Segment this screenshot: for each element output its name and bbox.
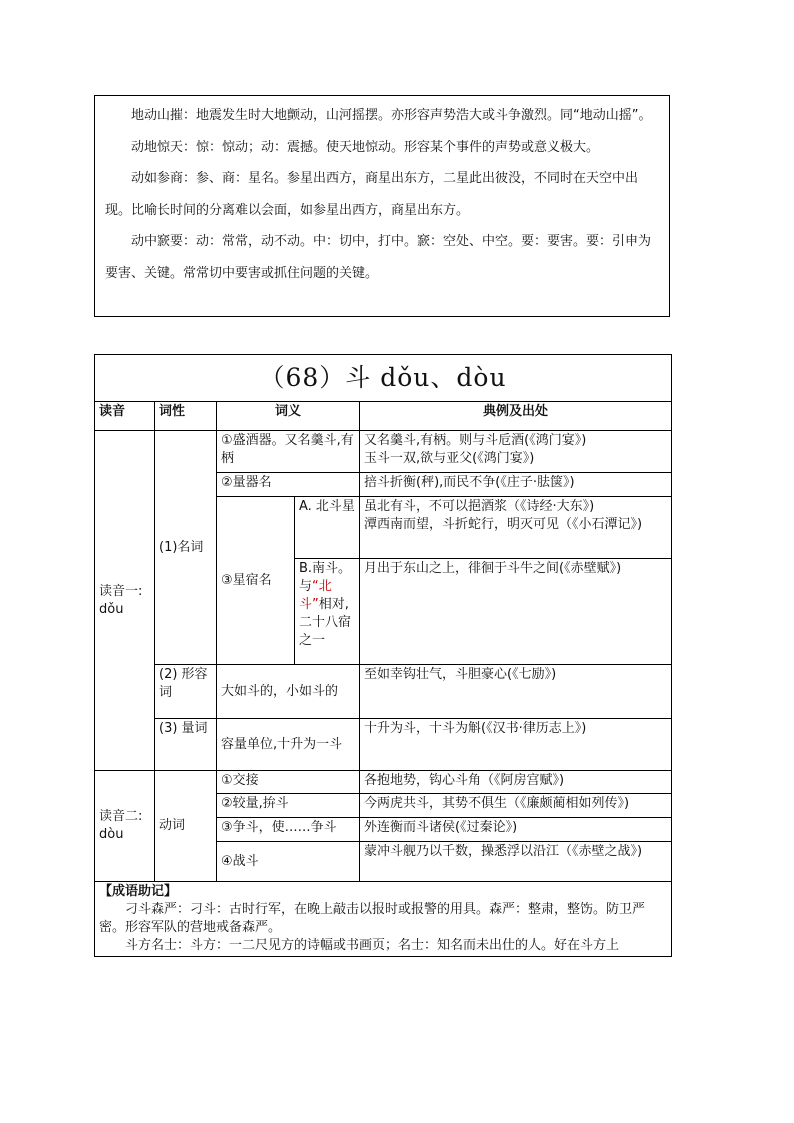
idiom-paragraph: 动如参商：参、商：星名。参星出西方，商星出东方，二星此出彼没，不同时在天空中出现。比喻长时间的分离难以会面，如参星出西方，商星出东方。 — [105, 171, 639, 218]
meaning-text: B.南斗。与 — [299, 561, 352, 594]
notes-paragraph: 刁斗森严：刁斗：古时行军，在晚上敲击以报时或报警的用具。森严：整肃，整饬。防卫严密。形容军队的营地戒备森严。 — [99, 902, 646, 935]
meaning-south-dipper — [295, 559, 360, 665]
dou-table — [94, 354, 672, 957]
example-verb-2: 今两虎共斗，其势不俱生（《廉颇蔺相如列传》) — [360, 794, 672, 818]
example-measure-vessel: 掊斗折衡(秤),而民不争(《庄子·胠箧》) — [360, 473, 672, 497]
header-example: 典例及出处 — [360, 402, 672, 431]
pos-adjective: (2) 形容词 — [155, 665, 217, 719]
meaning-verb-2: ②较量,拚斗 — [217, 794, 360, 818]
meaning-big-dipper: A. 北斗星 — [295, 497, 360, 559]
idiom-notes — [95, 882, 672, 957]
example-line: 潭西南而望，斗折蛇行，明灭可见（《小石潭记》) — [364, 517, 643, 532]
reading-one-cell: 读音一: dǒu — [95, 431, 155, 771]
table-title: （68）斗 dǒu、dòu — [95, 355, 672, 402]
header-pos: 词性 — [155, 402, 217, 431]
example-line: 玉斗一双,欲与亚父(《鸿门宴》) — [364, 451, 535, 466]
example-adjective: 至如幸钩壮气，斗胆豪心(《七励》) — [360, 665, 672, 719]
meaning-measure-word: 容量单位,十升为一斗 — [217, 719, 360, 771]
notes-heading: 【成语助记】 — [99, 884, 178, 899]
idiom-paragraph: 动中窾要：动：常常，动不动。中：切中，打中。窾：空处、中空。要：要害。要：引申为要害、关键。常常切中要害或抓住问题的关键。 — [105, 234, 652, 281]
example-line: 又名羹斗,有柄。则与斗卮酒(《鸿门宴》) — [364, 433, 587, 448]
meaning-measure-vessel: ②量器名 — [217, 473, 360, 497]
idiom-paragraph: 动地惊天：惊：惊动；动：震撼。使天地惊动。形容某个事件的声势或意义极大。 — [131, 139, 600, 155]
notes-paragraph: 斗方名士：斗方：一二尺见方的诗幅或书画页；名士：知名而未出仕的人。好在斗方上 — [125, 938, 620, 953]
header-reading: 读音 — [95, 402, 155, 431]
idiom-box-dong — [94, 95, 670, 317]
header-meaning: 词义 — [217, 402, 360, 431]
meaning-adjective: 大如斗的，小如斗的 — [217, 665, 360, 719]
highlighted-term: “北斗” — [299, 579, 332, 612]
idiom-paragraph: 地动山摧：地震发生时大地颤动，山河摇摆。亦形容声势浩大或斗争激烈。同“地动山摇”。 — [131, 108, 652, 123]
pos-noun: (1)名词 — [155, 431, 217, 665]
example-south-dipper: 月出于东山之上，徘徊于斗牛之间(《赤壁赋》) — [360, 559, 672, 665]
meaning-text: 相对,二十八宿之一 — [299, 597, 352, 648]
example-wine-vessel — [360, 431, 672, 473]
example-verb-3: 外连衡而斗诸侯(《过秦论》) — [360, 818, 672, 842]
reading-two-cell: 读音二: dòu — [95, 771, 155, 882]
example-line: 虽北有斗，不可以挹酒浆（《诗经·大东》) — [364, 499, 595, 514]
meaning-constellation: ③星宿名 — [217, 497, 295, 665]
example-verb-1: 各抱地势，钩心斗角（《阿房宫赋》) — [360, 771, 672, 794]
meaning-verb-4: ④战斗 — [217, 842, 360, 882]
meaning-verb-1: ①交接 — [217, 771, 360, 794]
meaning-wine-vessel: ①盛酒器。又名羹斗,有柄 — [217, 431, 360, 473]
meaning-verb-3: ③争斗，使……争斗 — [217, 818, 360, 842]
example-big-dipper — [360, 497, 672, 559]
pos-measure-word: (3) 量词 — [155, 719, 217, 771]
pos-verb: 动词 — [155, 771, 217, 882]
example-verb-4: 蒙冲斗舰乃以千数，操悉浮以沿江（《赤壁之战》) — [360, 842, 672, 882]
example-measure-word: 十升为斗，十斗为斛(《汉书·律历志上》) — [360, 719, 672, 771]
